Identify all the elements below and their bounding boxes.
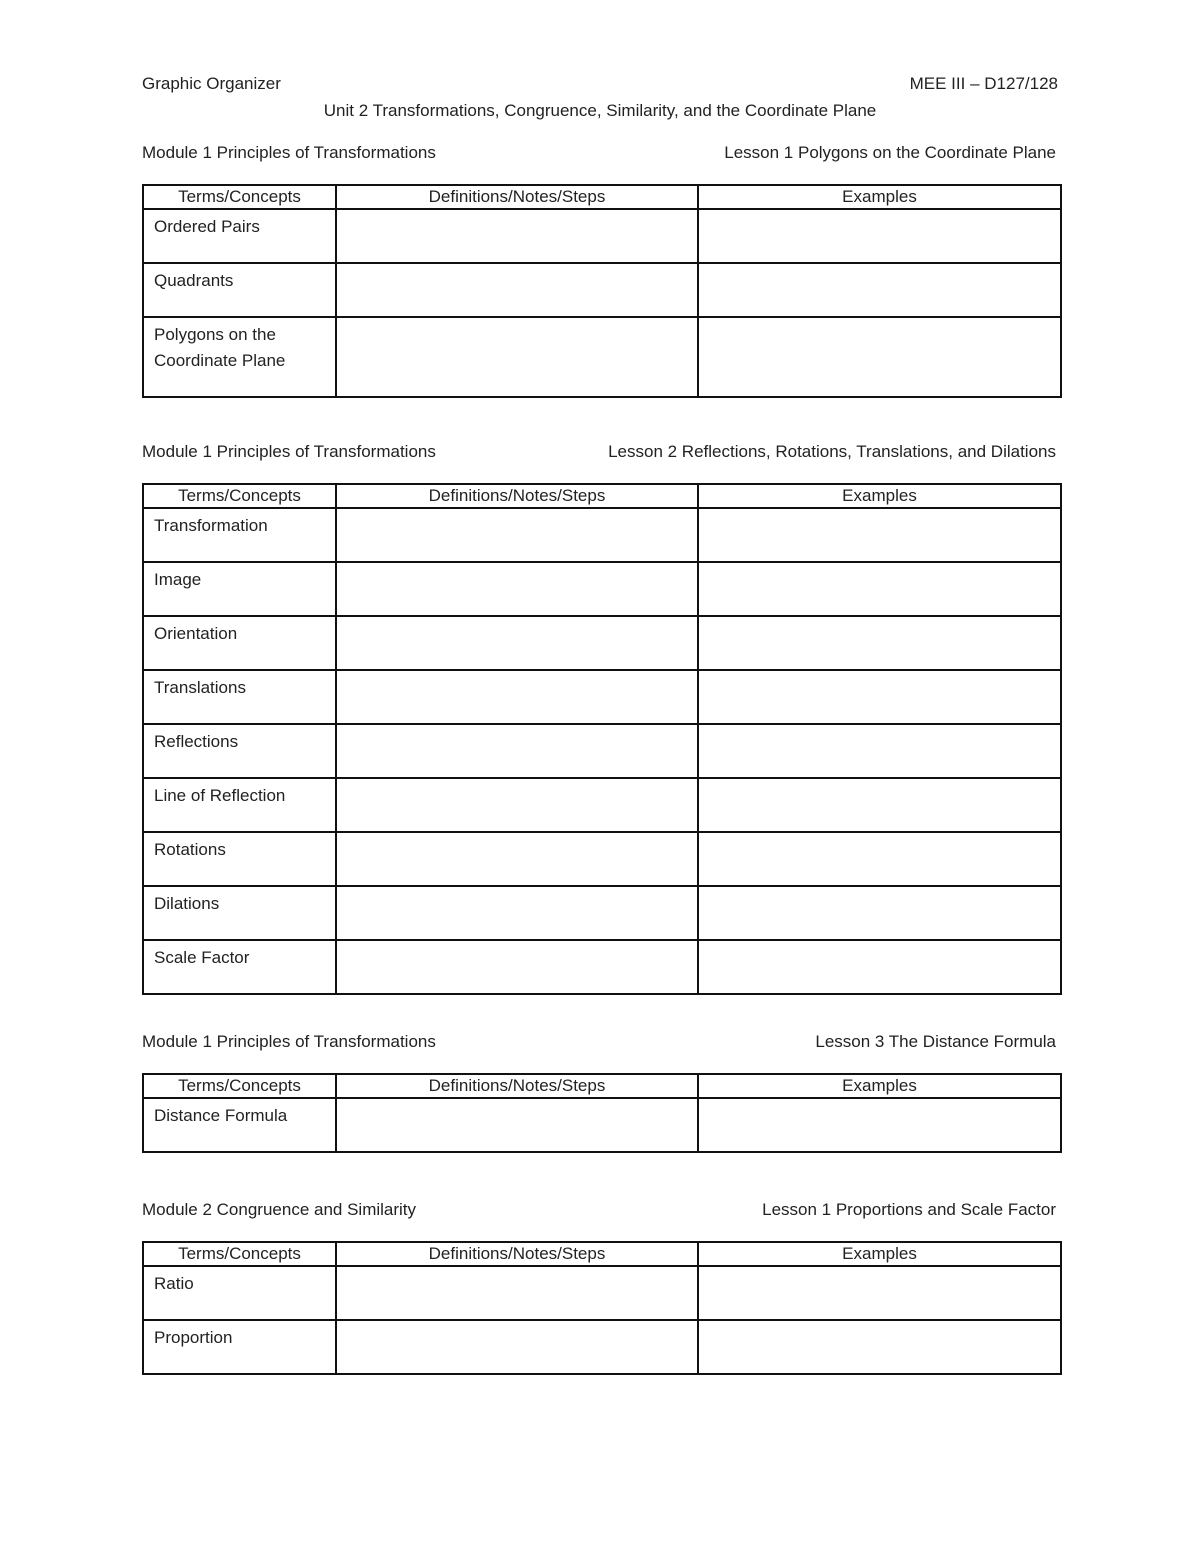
example-cell[interactable]: [698, 940, 1061, 994]
example-cell[interactable]: [698, 724, 1061, 778]
organizer-table: [142, 1241, 1062, 1375]
table-row: [143, 317, 1061, 397]
lesson-title: Lesson 1 Polygons on the Coordinate Plane: [724, 143, 1056, 162]
section-heading: [142, 442, 1060, 466]
term-cell: Scale Factor: [143, 940, 336, 994]
lesson-title: Lesson 1 Proportions and Scale Factor: [762, 1200, 1056, 1219]
table-row: [143, 832, 1061, 886]
table-row: [143, 209, 1061, 263]
example-cell[interactable]: [698, 562, 1061, 616]
section-module-2-lesson-1-proportions: [142, 1200, 1060, 1375]
module-title: Module 1 Principles of Transformations: [142, 442, 436, 461]
term-cell: Distance Formula: [143, 1098, 336, 1152]
example-cell[interactable]: [698, 1266, 1061, 1320]
table-row: [143, 724, 1061, 778]
definition-cell[interactable]: [336, 778, 698, 832]
example-cell[interactable]: [698, 616, 1061, 670]
table-row: [143, 778, 1061, 832]
definition-cell[interactable]: [336, 263, 698, 317]
definition-cell[interactable]: [336, 670, 698, 724]
table-row: [143, 1320, 1061, 1374]
organizer-table: [142, 184, 1062, 398]
table-row: [143, 263, 1061, 317]
lesson-title: Lesson 2 Reflections, Rotations, Translations, and Dilations: [608, 442, 1056, 461]
column-header-terms: Terms/Concepts: [143, 484, 336, 508]
term-cell: Ratio: [143, 1266, 336, 1320]
course-code-label: MEE III – D127/128: [909, 74, 1058, 93]
table-row: [143, 1266, 1061, 1320]
table-header-row: [143, 484, 1061, 508]
definition-cell[interactable]: [336, 317, 698, 397]
example-cell[interactable]: [698, 1098, 1061, 1152]
example-cell[interactable]: [698, 778, 1061, 832]
example-cell[interactable]: [698, 508, 1061, 562]
term-cell: Image: [143, 562, 336, 616]
term-cell: Reflections: [143, 724, 336, 778]
organizer-table: [142, 483, 1062, 995]
definition-cell[interactable]: [336, 1266, 698, 1320]
organizer-table: [142, 1073, 1062, 1153]
definition-cell[interactable]: [336, 562, 698, 616]
definition-cell[interactable]: [336, 886, 698, 940]
example-cell[interactable]: [698, 886, 1061, 940]
column-header-examples: Examples: [698, 484, 1061, 508]
definition-cell[interactable]: [336, 508, 698, 562]
section-lesson-3-distance: [142, 1032, 1060, 1153]
lesson-title: Lesson 3 The Distance Formula: [815, 1032, 1056, 1051]
definition-cell[interactable]: [336, 616, 698, 670]
example-cell[interactable]: [698, 832, 1061, 886]
column-header-terms: Terms/Concepts: [143, 1242, 336, 1266]
definition-cell[interactable]: [336, 1098, 698, 1152]
table-row: [143, 886, 1061, 940]
unit-title: Unit 2 Transformations, Congruence, Similarity, and the Coordinate Plane: [323, 101, 877, 120]
example-cell[interactable]: [698, 1320, 1061, 1374]
section-lesson-2-transformations: [142, 442, 1060, 995]
section-lesson-1-polygons: [142, 143, 1060, 398]
column-header-definitions: Definitions/Notes/Steps: [336, 1242, 698, 1266]
table-header-row: [143, 185, 1061, 209]
term-cell: Proportion: [143, 1320, 336, 1374]
page-header: [142, 74, 1058, 98]
term-cell: Polygons on the Coordinate Plane: [143, 317, 336, 397]
example-cell[interactable]: [698, 317, 1061, 397]
column-header-terms: Terms/Concepts: [143, 185, 336, 209]
table-row: [143, 616, 1061, 670]
term-cell: Ordered Pairs: [143, 209, 336, 263]
column-header-definitions: Definitions/Notes/Steps: [336, 1074, 698, 1098]
module-title: Module 1 Principles of Transformations: [142, 143, 436, 162]
section-heading: [142, 1032, 1060, 1056]
term-cell: Transformation: [143, 508, 336, 562]
term-cell: Translations: [143, 670, 336, 724]
definition-cell[interactable]: [336, 209, 698, 263]
example-cell[interactable]: [698, 209, 1061, 263]
section-heading: [142, 143, 1060, 167]
example-cell[interactable]: [698, 670, 1061, 724]
term-cell: Quadrants: [143, 263, 336, 317]
table-row: [143, 670, 1061, 724]
column-header-examples: Examples: [698, 1242, 1061, 1266]
term-cell: Rotations: [143, 832, 336, 886]
term-cell: Line of Reflection: [143, 778, 336, 832]
column-header-definitions: Definitions/Notes/Steps: [336, 185, 698, 209]
document-type-label: Graphic Organizer: [142, 74, 281, 93]
column-header-definitions: Definitions/Notes/Steps: [336, 484, 698, 508]
table-header-row: [143, 1074, 1061, 1098]
definition-cell[interactable]: [336, 1320, 698, 1374]
table-header-row: [143, 1242, 1061, 1266]
table-row: [143, 1098, 1061, 1152]
column-header-terms: Terms/Concepts: [143, 1074, 336, 1098]
module-title: Module 2 Congruence and Similarity: [142, 1200, 417, 1219]
term-cell: Orientation: [143, 616, 336, 670]
definition-cell[interactable]: [336, 724, 698, 778]
column-header-examples: Examples: [698, 185, 1061, 209]
section-heading: [142, 1200, 1060, 1224]
definition-cell[interactable]: [336, 832, 698, 886]
term-cell: Dilations: [143, 886, 336, 940]
example-cell[interactable]: [698, 263, 1061, 317]
table-row: [143, 940, 1061, 994]
table-row: [143, 562, 1061, 616]
table-row: [143, 508, 1061, 562]
column-header-examples: Examples: [698, 1074, 1061, 1098]
module-title: Module 1 Principles of Transformations: [142, 1032, 436, 1051]
definition-cell[interactable]: [336, 940, 698, 994]
